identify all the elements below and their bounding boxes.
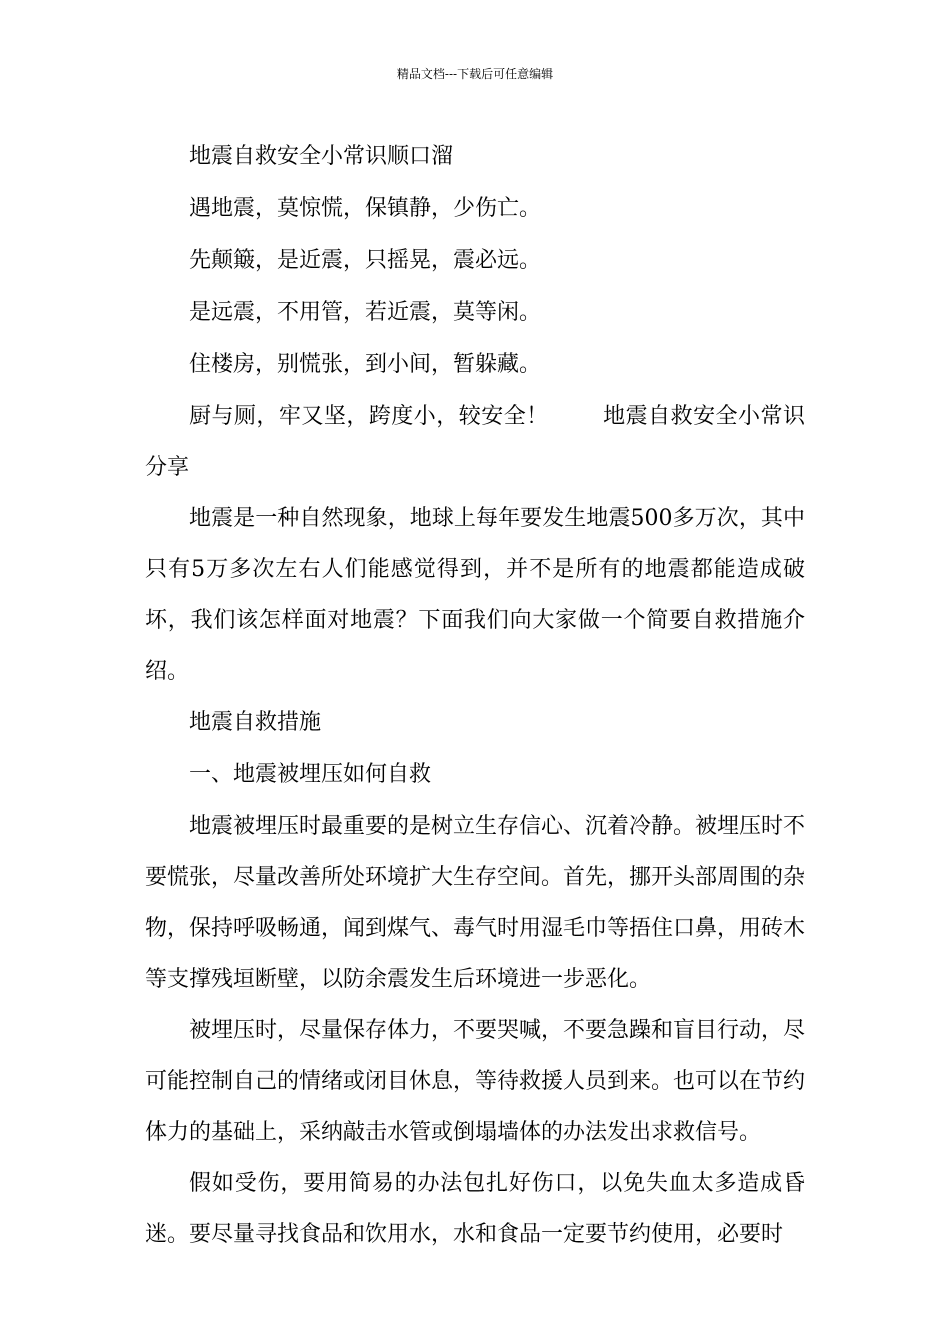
poem-verse: 住楼房，别慌张，到小间，暂躲藏。 [189, 352, 542, 377]
poem-title: 地震自救安全小常识顺口溜 [189, 144, 454, 169]
poem-verse: 是远震，不用管，若近震，莫等闲。 [189, 300, 542, 325]
poem-verse: 先颠簸，是近震，只摇晃，震必远。 [189, 248, 542, 273]
intro-paragraph: 地震是一种自然现象，地球上每年要发生地震500多万次，其中只有5万多次左右人们能感觉得到，并不是所有的地震都能造成破坏，我们该怎样面对地震？下面我们向大家做一个简要自救措施介绍。 [145, 506, 805, 684]
body-paragraph: 假如受伤，要用简易的办法包扎好伤口，以免失血太多造成昏迷。要尽量寻找食品和饮用水，水和食品一定要节约使用，必要时 [145, 1171, 805, 1247]
page-header: 精品文档---下载后可任意编辑 [396, 67, 554, 81]
poem-last-verse-with-heading [145, 391, 805, 493]
subsection-heading: 一、地震被埋压如何自救 [189, 762, 432, 787]
poem-verse: 厨与厕，牢又坚，跨度小，较安全！ [189, 404, 549, 429]
body-paragraph: 地震被埋压时最重要的是树立生存信心、沉着冷静。被埋压时不要慌张，尽量改善所处环境扩大生存空间。首先，挪开头部周围的杂物，保持呼吸畅通，闻到煤气、毒气时用湿毛巾等捂住口鼻，用砖木等支撑残垣断壁，以防余震发生后环境进一步恶化。 [145, 814, 806, 992]
share-heading: 地震自救安全小常识分享 [145, 404, 805, 480]
body-paragraph: 被埋压时，尽量保存体力，不要哭喊，不要急躁和盲目行动，尽可能控制自己的情绪或闭目休息，等待救援人员到来。也可以在节约体力的基础上，采纳敲击水管或倒塌墙体的办法发出求救信号。 [145, 1018, 806, 1145]
document-body [145, 131, 805, 1260]
poem-verse: 遇地震，莫惊慌，保镇静，少伤亡。 [189, 196, 542, 221]
section-heading: 地震自救措施 [189, 710, 322, 735]
